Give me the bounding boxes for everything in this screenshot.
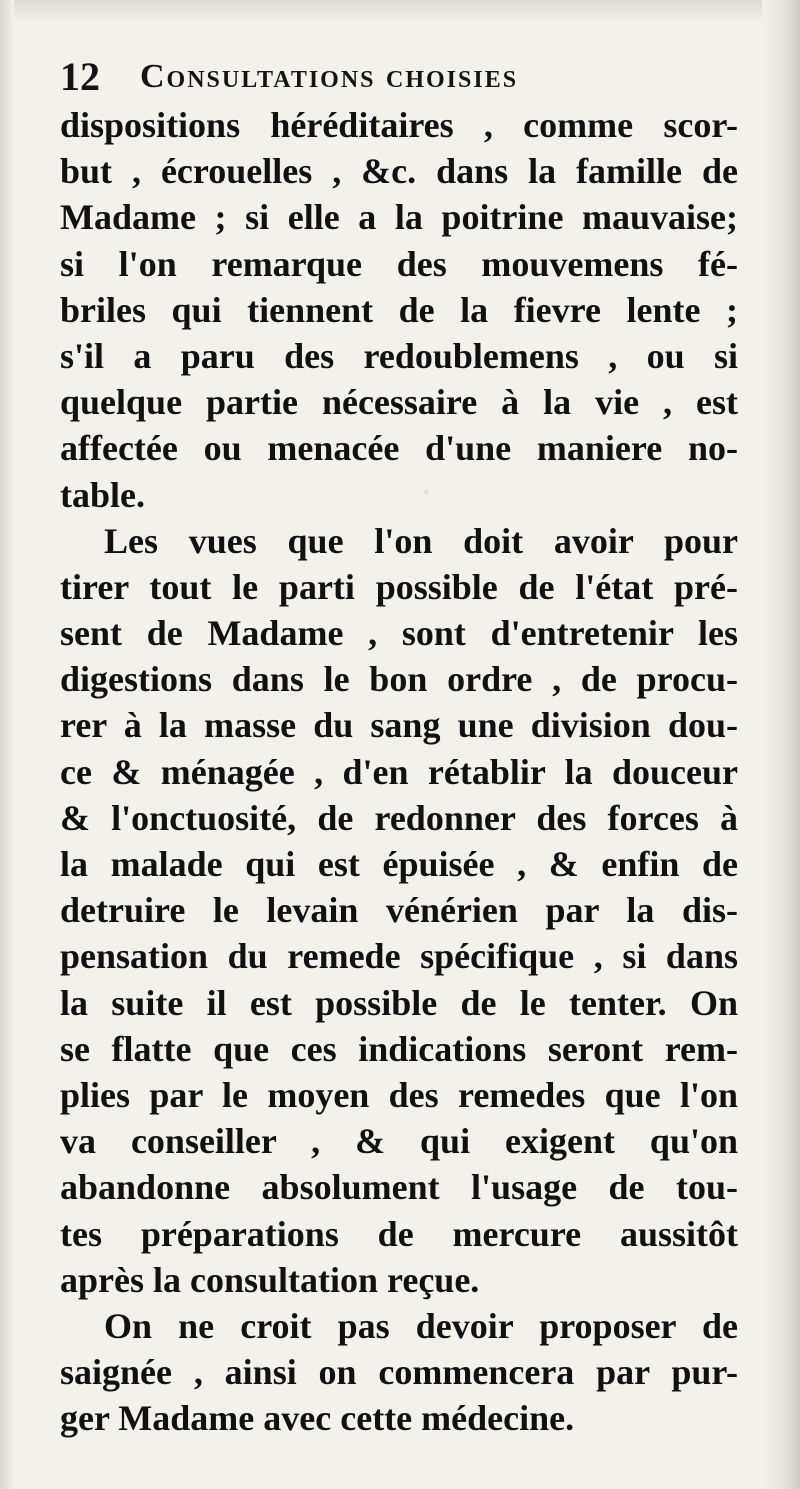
text-line: & l'onctuosité, de redonner des forces à (60, 797, 738, 838)
text-line: pensation du remede spécifique , si dans (60, 936, 738, 977)
text-line: si l'on remarque des mouvemens fé- (60, 243, 738, 284)
text-line: abandonne absolument l'usage de tou- (60, 1167, 738, 1208)
text-line: se flatte que ces indications seront rem- (60, 1028, 738, 1069)
page-number: 12 (60, 54, 100, 99)
text-line: la malade qui est épuisée , & enfin de (60, 844, 738, 884)
page-top-shadow (0, 0, 800, 22)
text-line: but , écrouelles , &c. dans la famille de (60, 151, 738, 192)
body-text (60, 102, 738, 1441)
text-line: affectée ou menacée d'une maniere no- (60, 428, 738, 469)
text-line: ger Madame avec cette médecine. (60, 1398, 575, 1439)
text-line: plies par le moyen des remedes que l'on (60, 1074, 738, 1115)
text-line: briles qui tiennent de la fievre lente ; (60, 289, 738, 330)
text-line: Madame ; si elle a la poitrine mauvaise; (60, 197, 738, 238)
page-left-shadow (0, 0, 14, 1489)
text-line: detruire le levain vénérien par la dis- (60, 890, 738, 931)
text-line: tirer tout le parti possible de l'état pré- (60, 566, 738, 607)
paragraph (60, 102, 738, 518)
page-header (60, 52, 740, 102)
page-gutter-shadow (762, 0, 800, 1489)
text-line: après la consultation reçue. (60, 1259, 480, 1300)
running-head: Consultations choisies (140, 58, 519, 95)
text-line: s'il a paru des redoublemens , ou si (60, 335, 738, 376)
text-line: table. (60, 474, 145, 515)
text-line: rer à la masse du sang une division dou- (60, 705, 738, 746)
text-line: Les vues que l'on doit avoir pour (104, 520, 738, 561)
paragraph (60, 1303, 738, 1442)
bleed-through-mark: · (420, 470, 433, 516)
text-line: la suite il est possible de le tenter. On (60, 982, 738, 1023)
text-line: saignée , ainsi on commencera par pur- (60, 1352, 738, 1393)
text-line: sent de Madame , sont d'entretenir les (60, 613, 738, 654)
text-line: On ne croit pas devoir proposer de (104, 1305, 738, 1346)
text-line: quelque partie nécessaire à la vie , est (60, 382, 738, 423)
text-line: dispositions héréditaires , comme scor- (60, 105, 738, 145)
text-line: digestions dans le bon ordre , de procu- (60, 659, 738, 700)
text-line: ce & ménagée , d'en rétablir la douceur (60, 751, 738, 792)
text-line: va conseiller , & qui exigent qu'on (60, 1121, 738, 1162)
paragraph (60, 518, 738, 1303)
text-line: tes préparations de mercure aussitôt (60, 1213, 738, 1254)
